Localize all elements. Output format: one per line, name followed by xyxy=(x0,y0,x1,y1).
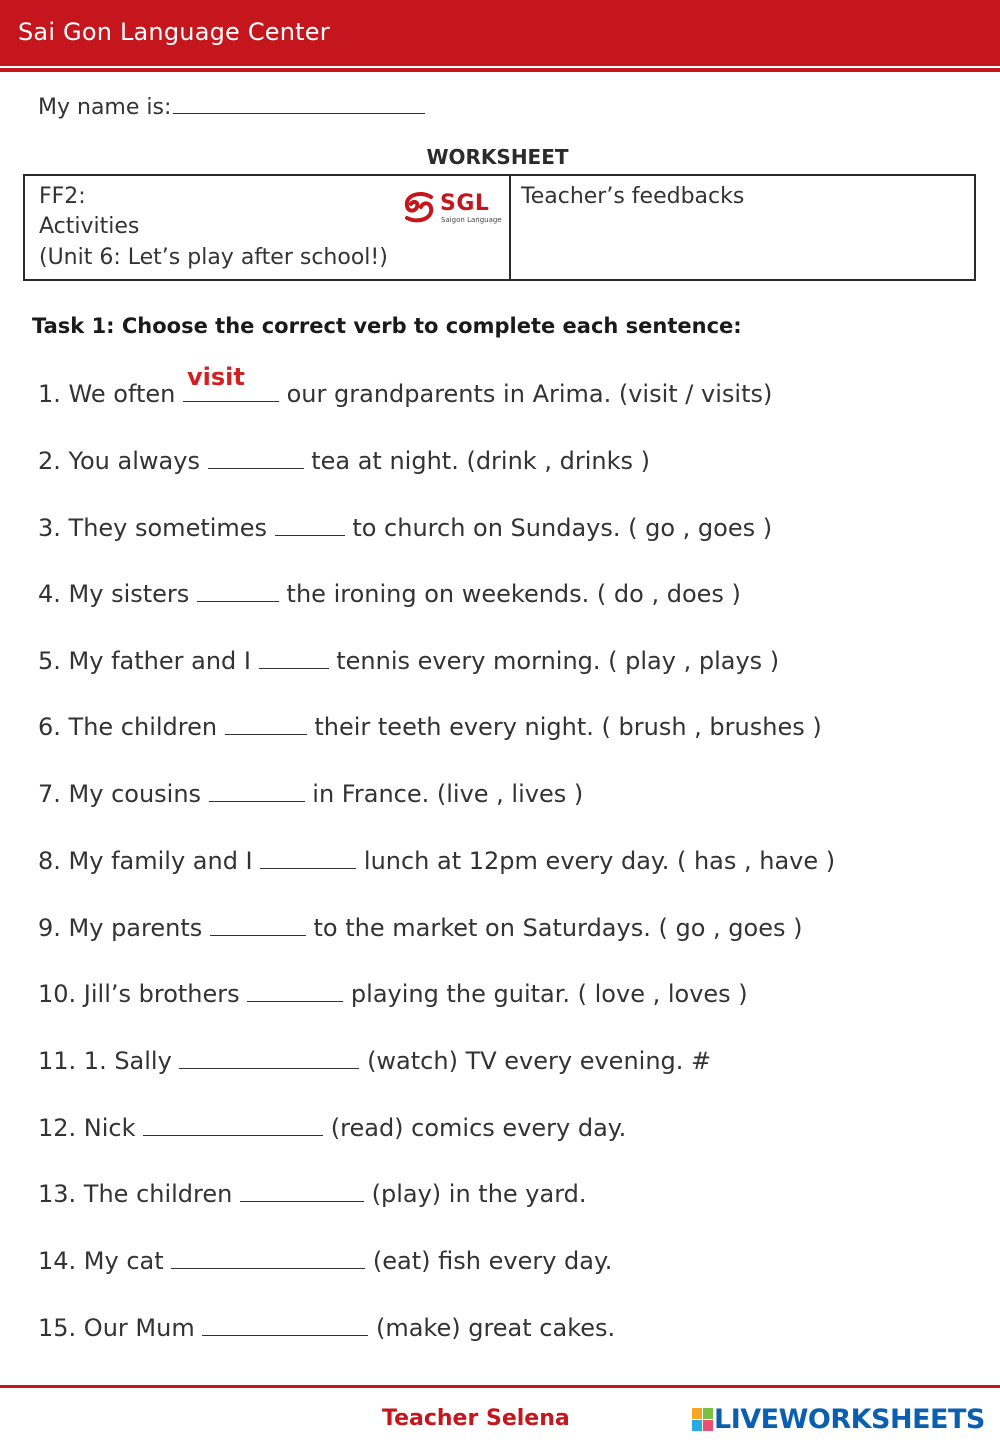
item-text-after: the ironing on weekends. ( do , does ) xyxy=(278,580,741,608)
exercise-item xyxy=(38,447,650,475)
info-table xyxy=(23,174,976,281)
answer-blank[interactable] xyxy=(225,714,307,735)
item-text-before: 14. My cat xyxy=(38,1247,172,1275)
item-text-before: 13. The children xyxy=(38,1180,240,1208)
course-topic: Activities xyxy=(39,214,140,239)
footer-divider xyxy=(0,1385,1000,1388)
course-code: FF2: xyxy=(39,184,86,209)
item-text-after: (play) in the yard. xyxy=(363,1180,587,1208)
item-text-after: playing the guitar. ( love , loves ) xyxy=(343,980,748,1008)
exercise-item xyxy=(38,647,779,675)
sgl-swirl-icon xyxy=(401,190,437,224)
task-title: Task 1: Choose the correct verb to complete each sentence: xyxy=(32,314,742,338)
exercise-item xyxy=(38,780,583,808)
exercise-item xyxy=(38,514,772,542)
exercise-item xyxy=(38,1247,612,1275)
item-text-after: (make) great cakes. xyxy=(368,1314,616,1342)
answer-blank[interactable] xyxy=(275,515,345,536)
item-text-after: their teeth every night. ( brush , brushes ) xyxy=(306,713,822,741)
item-text-before: 12. Nick xyxy=(38,1114,144,1142)
teacher-name: Teacher Selena xyxy=(382,1406,570,1431)
item-text-before: 11. 1. Sally xyxy=(38,1047,180,1075)
answer-blank[interactable] xyxy=(260,848,356,869)
answer-blank[interactable] xyxy=(183,363,279,402)
item-text-before: 1. We often xyxy=(38,380,183,408)
exercise-item xyxy=(38,1314,615,1342)
item-text-after: in France. (live , lives ) xyxy=(304,780,584,808)
answer-blank[interactable] xyxy=(247,981,343,1002)
exercise-item xyxy=(38,1047,711,1075)
worksheet-title: WORKSHEET xyxy=(426,145,569,169)
name-input-line[interactable] xyxy=(173,93,425,114)
exercise-item xyxy=(38,914,802,942)
exercise-item xyxy=(38,363,773,408)
logo-subtitle: Saigon Language xyxy=(441,216,502,224)
answer-blank[interactable] xyxy=(197,581,279,602)
item-text-before: 15. Our Mum xyxy=(38,1314,203,1342)
item-text-after: (eat) fish every day. xyxy=(365,1247,613,1275)
item-text-before: 6. The children xyxy=(38,713,225,741)
exercise-item xyxy=(38,713,822,741)
exercise-item xyxy=(38,580,741,608)
item-text-after: lunch at 12pm every day. ( has , have ) xyxy=(356,847,836,875)
item-text-after: tennis every morning. ( play , plays ) xyxy=(328,647,780,675)
item-text-before: 8. My family and I xyxy=(38,847,261,875)
platform-name: LIVEWORKSHEETS xyxy=(714,1404,985,1435)
answer-blank[interactable] xyxy=(179,1048,359,1069)
item-text-after: tea at night. (drink , drinks ) xyxy=(303,447,650,475)
item-text-before: 4. My sisters xyxy=(38,580,197,608)
item-text-after: to the market on Saturdays. ( go , goes ) xyxy=(305,914,803,942)
name-label: My name is: xyxy=(38,95,172,120)
item-text-before: 5. My father and I xyxy=(38,647,259,675)
teacher-feedback-label: Teacher’s feedbacks xyxy=(521,184,745,209)
answer-blank[interactable] xyxy=(209,781,305,802)
sgl-logo xyxy=(401,190,502,226)
item-text-after: (read) comics every day. xyxy=(323,1114,627,1142)
answer-blank[interactable] xyxy=(240,1181,364,1202)
item-text-before: 3. They sometimes xyxy=(38,514,275,542)
exercise-item xyxy=(38,847,835,875)
answer-blank[interactable] xyxy=(259,648,329,669)
item-text-after: to church on Sundays. ( go , goes ) xyxy=(344,514,773,542)
answer-blank[interactable] xyxy=(143,1115,323,1136)
name-row xyxy=(38,93,425,120)
answer-blank[interactable] xyxy=(210,915,306,936)
header-bar xyxy=(0,0,1000,66)
item-text-before: 10. Jill’s brothers xyxy=(38,980,248,1008)
exercise-item xyxy=(38,1114,626,1142)
item-text-after: our grandparents in Arima. (visit / visits) xyxy=(278,380,773,408)
answer-blank[interactable] xyxy=(208,448,304,469)
item-text-after: (watch) TV every evening. # xyxy=(359,1047,712,1075)
logo-brand: SGL xyxy=(440,191,490,216)
answer-blank[interactable] xyxy=(202,1315,368,1336)
filled-answer: visit xyxy=(186,363,245,391)
item-text-before: 7. My cousins xyxy=(38,780,209,808)
exercise-item xyxy=(38,1180,587,1208)
item-text-before: 9. My parents xyxy=(38,914,210,942)
course-info-cell xyxy=(25,176,511,279)
answer-blank[interactable] xyxy=(171,1248,365,1269)
unit-title: (Unit 6: Let’s play after school!) xyxy=(39,245,388,270)
liveworksheets-logo-icon xyxy=(692,1408,714,1432)
item-text-before: 2. You always xyxy=(38,447,208,475)
header-divider xyxy=(0,68,1000,72)
exercise-item xyxy=(38,980,748,1008)
center-name: Sai Gon Language Center xyxy=(18,18,330,46)
